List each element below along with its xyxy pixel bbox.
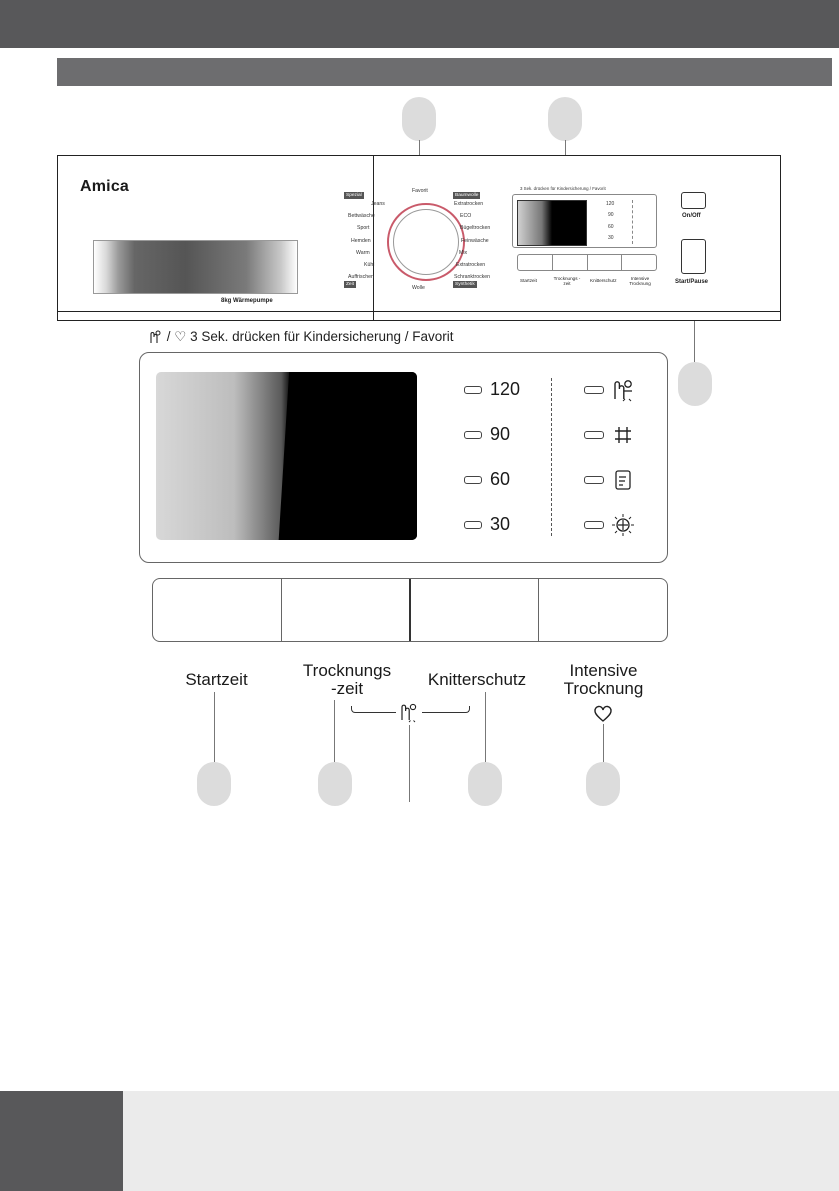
label-trocknungszeit-line1: Trocknungs (302, 661, 392, 680)
door-window (93, 240, 298, 294)
trocknungszeit-button[interactable] (282, 579, 411, 641)
label-intensive-line2: Trocknung (563, 679, 644, 698)
control-panel-overview (57, 155, 781, 321)
program-warm: Warm (356, 250, 370, 256)
program-jeans: Jeans (371, 201, 385, 207)
panel-base-line (58, 311, 780, 312)
heart-icon (593, 705, 613, 723)
callout-marker-startzeit (197, 762, 231, 806)
led-time-90 (464, 431, 482, 439)
mini-label-trocknungszeit: Trocknungs -zeit (553, 276, 581, 286)
callout-marker-start-pause (678, 362, 712, 406)
program-auffrischen: Auffrischen (348, 274, 374, 280)
group-label-spezial: Spezial (346, 193, 362, 198)
mini-divider (632, 200, 633, 244)
button-separator (538, 579, 539, 641)
mini-label-intensive: Intensive Trocknung (629, 276, 651, 286)
tag-icon (614, 469, 632, 491)
leader-line-child-lock (409, 725, 410, 802)
brand-logo: Amica (80, 178, 130, 195)
mini-display-screen (517, 200, 587, 246)
intensive-trocknung-button[interactable] (539, 579, 668, 641)
panel-divider (373, 156, 374, 320)
time-value-60: 60 (490, 469, 511, 489)
program-sport: Sport (357, 225, 370, 231)
leader-line-startzeit (214, 692, 215, 762)
child-lock-icon (611, 377, 635, 403)
program-extratrocken-synth: Extratrocken (456, 262, 486, 268)
callout-marker-display (548, 97, 582, 141)
on-off-label: On/Off (682, 213, 701, 219)
led-sun-target (584, 521, 604, 529)
program-buegeltrocken: Bügeltrocken (460, 225, 491, 231)
mini-lock-hint: 3 Sek. drücken für Kindersicherung / Favorit (520, 186, 606, 191)
start-pause-label: Start/Pause (675, 279, 709, 285)
program-eco: ECO (460, 213, 472, 219)
led-time-60 (464, 476, 482, 484)
label-intensive-line1: Intensive (569, 661, 638, 680)
mini-label-knitterschutz: Knitterschutz (590, 278, 617, 283)
label-trocknungszeit-line2: -zeit (330, 679, 364, 698)
leader-line-knitterschutz (485, 692, 486, 762)
start-pause-button[interactable] (681, 239, 706, 274)
time-value-120: 120 (490, 379, 521, 399)
leader-line-intensive (603, 724, 604, 762)
label-knitterschutz: Knitterschutz (427, 670, 527, 689)
led-time-30 (464, 521, 482, 529)
label-startzeit: Startzeit (185, 670, 248, 689)
group-label-synthetik: Synthetik (455, 282, 475, 287)
mini-label-startzeit: Startzeit (520, 278, 537, 283)
knitterschutz-button[interactable] (410, 579, 539, 641)
program-hemden: Hemden (351, 238, 371, 244)
group-label-baumwolle: Baumwolle (455, 193, 479, 198)
child-lock-icon (147, 329, 163, 345)
led-tag (584, 476, 604, 484)
program-extratrocken: Extratrocken (454, 201, 484, 207)
program-feinwaesche: Feinwäsche (461, 238, 489, 244)
display-divider (551, 378, 552, 536)
callout-marker-knitterschutz (468, 762, 502, 806)
button-separator (409, 579, 411, 641)
callout-marker-intensive (586, 762, 620, 806)
program-bettwaesche: Bettwäsche (348, 213, 375, 219)
mini-time-120: 120 (606, 201, 615, 207)
dial-label-top: Favorit (412, 188, 428, 194)
startzeit-button[interactable] (153, 579, 282, 641)
callout-marker-dial (402, 97, 436, 141)
mini-time-60: 60 (608, 224, 614, 230)
mini-time-30: 30 (608, 235, 614, 241)
led-child-lock (584, 386, 604, 394)
program-schranktrocken: Schranktrocken (454, 274, 491, 280)
group-label-zeit: Zeit (346, 282, 354, 287)
button-separator (281, 579, 282, 641)
top-header-bar (0, 0, 839, 48)
capacity-label: 8kg Wärmepumpe (221, 298, 273, 304)
dial-label-bottom: Wolle (412, 285, 425, 291)
program-mix: Mix (459, 250, 468, 256)
callout-marker-trocknungszeit (318, 762, 352, 806)
on-off-button[interactable] (681, 192, 706, 209)
footer-page-tab (0, 1091, 123, 1191)
led-grid (584, 431, 604, 439)
lock-favorite-text: / ♡ 3 Sek. drücken für Kindersicherung / Favorit (166, 329, 454, 344)
mini-time-90: 90 (608, 212, 614, 218)
time-value-30: 30 (490, 514, 511, 534)
program-dial[interactable] (393, 209, 459, 275)
footer-bar (123, 1091, 839, 1191)
led-time-120 (464, 386, 482, 394)
leader-line-trocknungszeit (334, 700, 335, 762)
section-title-bar (57, 58, 832, 86)
time-value-90: 90 (490, 424, 511, 444)
lock-favorite-hint (147, 329, 454, 345)
grid-icon (613, 425, 633, 445)
child-lock-icon (399, 701, 419, 723)
sun-target-icon (611, 513, 635, 537)
mini-button-row (517, 254, 657, 271)
program-kuehl: Kühl (364, 262, 375, 268)
